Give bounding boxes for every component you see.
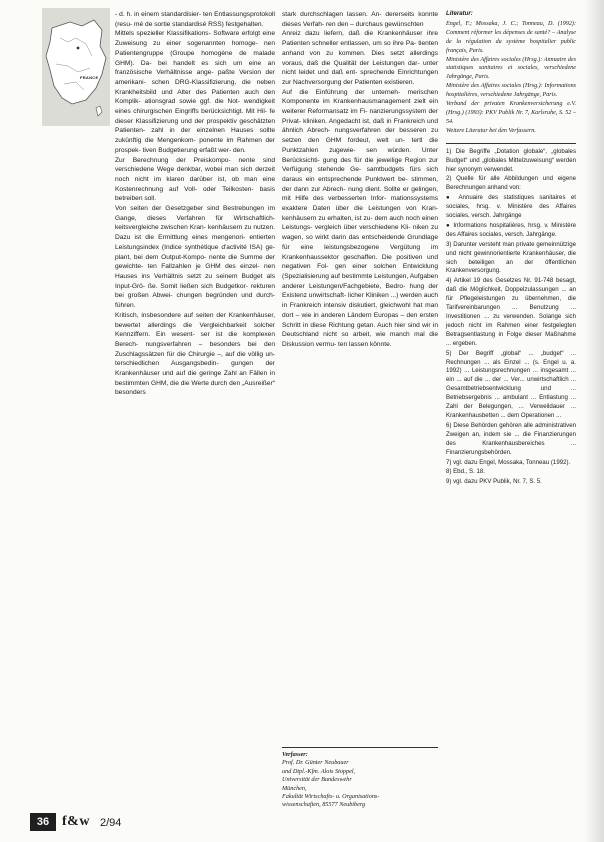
paragraph: - d. h. in einem standardisier- ten Entlassungsprotokoll (resu- mé de sortie standardisé RSS) festgehalten. [115, 11, 275, 28]
footnote: 4) Artikel 19 des Gesetzes Nr. 91-748 besagt, daß die Möglichkeit, Doppelzulassungen ... an für Pflegeleistungen zu übernehmen, die Tarifvereinbarungen ... Benutzung ... Investitionen ... zu verwenden. Solange sich jedoch nicht im Rahmen einer festgelegten Betragsentlastung in Folge dieser Maßnahme ... ergeben. [446, 277, 576, 347]
france-map-graphic [42, 8, 110, 126]
literature-entry: Weitere Literatur bei den Verfassern. [446, 127, 536, 134]
references-column [446, 10, 576, 488]
journal-logo: f&w [62, 814, 90, 829]
literature-entry: Ministère des Affaires sociales (Hrsg.): Informations hospitalières, verschiedene Jahrgänge, Paris. [446, 83, 576, 99]
author-line: wissenschaften, 85577 Neubiberg [282, 801, 366, 809]
literature-entry: Verband der privaten Krankenversicherung e.V. (Hrsg.) (1993): PKV Publik Nr. 7, Karlsruhe, S. 52 – 54. [446, 101, 576, 125]
paragraph: Mittels spezieller Klassifikations- Software erfolgt eine Zuweisung zu einer sogenannten homoge- nen Patientengruppe (Groupe homogène de malade GHM). Da- bei handelt es sich um eine an französische Verhältnisse ange- paßte Version der amerikani- schen DRG-Klassifizierung, die neben Krankheitsbild und Alter des Patienten auch den Komplik- ationsgrad sowie ggf. die Not- wendigkeit eines chirurgischen Eingriffs berücksichtigt. Mit Hil- fe dieser Klassifizierung und der prospektiv geschätzten Patienten- zahl in der einzelnen Hauses sollte zukünftig die Mengenkom- ponente im Rahmen der prospek- tiven Budgetierung erfaßt wer- den. [115, 30, 275, 154]
literature-heading: Literatur: [446, 10, 473, 17]
author-line: Universität der Bundeswehr [282, 776, 352, 784]
footnote: 6) Diese Behörden gehören alle administrativen Zweigen an, indem sie ... die Finanzierungen des Krankenhausbereiches ... Finanzierungsbehörden. [446, 421, 576, 456]
footnote: 3) Darunter versteht man private gemeinnützige und nicht gewinnorientierte Krankenhäuser, die sich beteiligen an der öffentlichen Krankenversorgung. [446, 240, 576, 275]
footnotes [446, 148, 576, 488]
literature-entry: Ministère des Affaires sociales (Hrsg.): Annuaire des statistiques sanitaires et sociales, verschiedene Jahrgänge, Paris. [446, 56, 576, 81]
author-line: und Dipl.-Kfm. Alois Stoppel, [282, 767, 356, 775]
literature-list [446, 20, 576, 136]
author-info [282, 747, 438, 810]
issue-number: 2/94 [100, 817, 122, 829]
author-line: Prof. Dr. Günter Neubauer [282, 759, 349, 767]
paragraph: Kritisch, insbesondere auf seiten der Krankenhäuser, bewertet allerdings die Vergleichbarkeit solcher Kennziffern. Ein wesent- ser ist die komplexen Berech- nungsverfahren – besonders bei den Zuschlagssätzen für die Chirurgie –, auf die völlig un- terschiedlichen Ausgangsbedin- gungen der Krankenhäuser und auf die geringe Zahl an Fällen in bestimmten GHM, die die Werte durch den „Ausreißer“ besonders [115, 311, 275, 397]
literature-entry: Engel, F.; Mossaka, J. C.; Tonneau, D. (1992): Comment réformer les dépenses de santé? – Analyse de la régulation du système hospitalier public français, Paris. [446, 20, 576, 54]
paragraph: Von seiten der Gesetzgeber sind Bestrebungen im Gange, dieses Verfahren für Wirtschaftlich- keitsvergleiche zwischen Kran- kenhäusern zu nutzen. Dazu ist die Ermittlung eines mengenori- entierten Leistungsindex (Indice synthétique d'activité ISA) ge- plant, bei dem Output-Kompo- nente die Summe der gewichte- ten Fallzahlen je GHM des einzel- nen Hauses ins Verhältnis setzt zu seinem Budget als Input-Grö- ße. Somit ließen sich Budgetkor- rekturen bei großen Abwei- chungen begründen und durch- führen. [115, 205, 275, 310]
footnote: 8) Ebd., S. 18. [446, 468, 485, 476]
text-column-1 [115, 10, 275, 398]
paragraph: Zur Berechnung der Preiskompo- nente sind verschiedene Wege denkbar, wobei man sich derzeit noch nicht im klaren darüber ist, ob man eine Kostenrechnung auf Voll- oder Teilkosten- basis betreiben soll. [115, 156, 275, 203]
footnote: ● Informations hospitalières, hrsg. v. Ministère des Affaires sociales, versch. Jahrgänge. [446, 221, 576, 238]
page-number: 36 [30, 813, 56, 831]
paragraph: Anreiz dazu liefern, daß die Krankenhäuser ihre Patienten schneller entlassen, um so ihre Pa- tienten anhand von zu kommen. Dies setzt allerdings voraus, daß die Qualität der Leistungen dar- unter nicht leidet und daß ent- sprechende Einrichtungen zur Nachversorgung der Patienten existieren. [282, 30, 438, 86]
divider [446, 143, 576, 144]
footnote: ● Annuaire des statistiques sanitaires et sociales, hrsg. v. Ministère des Affaires sociales, versch. Jahrgänge [446, 194, 576, 220]
footnote: 5) Der Begriff „global“ ... „budget“ ... Rechnungen ... als Einzel ... (s. Engel u. a. 1992) ... Leistungsrechnungen ... insgesamt ... ein ... auf die ... der ... Ver... unwirtschaftlich ... Gesamtbetriebsentwicklung und ... Betriebsergebnis ... ambulant ... Entlastung ... Zahl der Belegungen, ... Verweildauer ... Krankenhausbetten ... dem Operationen ... [446, 349, 576, 419]
author-line: München, [282, 784, 307, 792]
footnote: 2) Quelle für alle Abbildungen und eigene Berechnungen anhand von: [446, 175, 576, 192]
author-line: Fakultät Wirtschafts- u. Organisations- [282, 793, 380, 801]
divider [282, 747, 438, 748]
scan-shadow-edge [584, 0, 604, 842]
paragraph: stark durchschlagen lassen. An- dererseits konnte dieses Verfah- ren den – durchaus gewünschten [282, 11, 438, 28]
france-map-figure [42, 8, 110, 126]
paragraph: Auf die Einführung der unterneh- merischen Komponente im Krankenhausmanagement zielt ein weiterer Reformansatz im Fi- nanzierungssystem der Privat- kliniken. Angedacht ist, daß in Frankreich und ähnlich Abrech- nungsverfahren der besseren zu setzen den GHM fordeut, welt un- tertl die Punktzahlen zugewie- sen würden. Unter Berücksichti- gung des für die jeweilige Region zur Verfügung stehende Ge- samtbudgets fürs sich daraus ein entsprechende Punktwert be- stimmen, der dann zur Abrech- nung dient. Sollte er gelingen, mit Hilfe des verbesserten Infor- mationssystems exaktere Daten über die Leistungen von Kran- kenhäusern zu erhalten, ist zu- dem auch noch einen Leistungs- vergleich über verschiedene Kli- niken zu wagen, so wirkt darin das entscheidende Grundlage für eine leistungsbezogene Vergütung im Krankenhaussektor geschaffen. Die positiven und negativen Fol- gen einer solchen Entwicklung (Spezialisierung auf bestimmte Leistungen, Aufgaben anderer Leistungen/Fachgebiete, Bedro- hung der Existenz unwirtschaft- licher Kliniken ...) werden auch in Frankreich intensiv diskutiert, gleichwohl hat man dort – wie in anderen Ländern Europas – den ersten Schritt in diese Richtung getan. Auch hier sind wir in Deutschland nicht so arbeit, wie manch mal die Diskussion vermu- ten lassen könnte. [282, 88, 438, 348]
text-column-2 [282, 10, 438, 350]
footnote: 7) vgl. dazu Engel, Mossaka, Tonneau (1992). [446, 458, 571, 466]
author-heading: Verfasser: [282, 751, 308, 758]
footnote: 9) vgl. dazu PKV Publik, Nr. 7, S. 5. [446, 478, 542, 486]
page-footer [30, 813, 230, 833]
map-label: FRANCE [80, 75, 99, 80]
footnote: 1) Die Begriffe „Dotation globale“, „globales Budget“ und „globales Mittelzuweisung“ werden hier synonym verwendet. [446, 147, 576, 173]
